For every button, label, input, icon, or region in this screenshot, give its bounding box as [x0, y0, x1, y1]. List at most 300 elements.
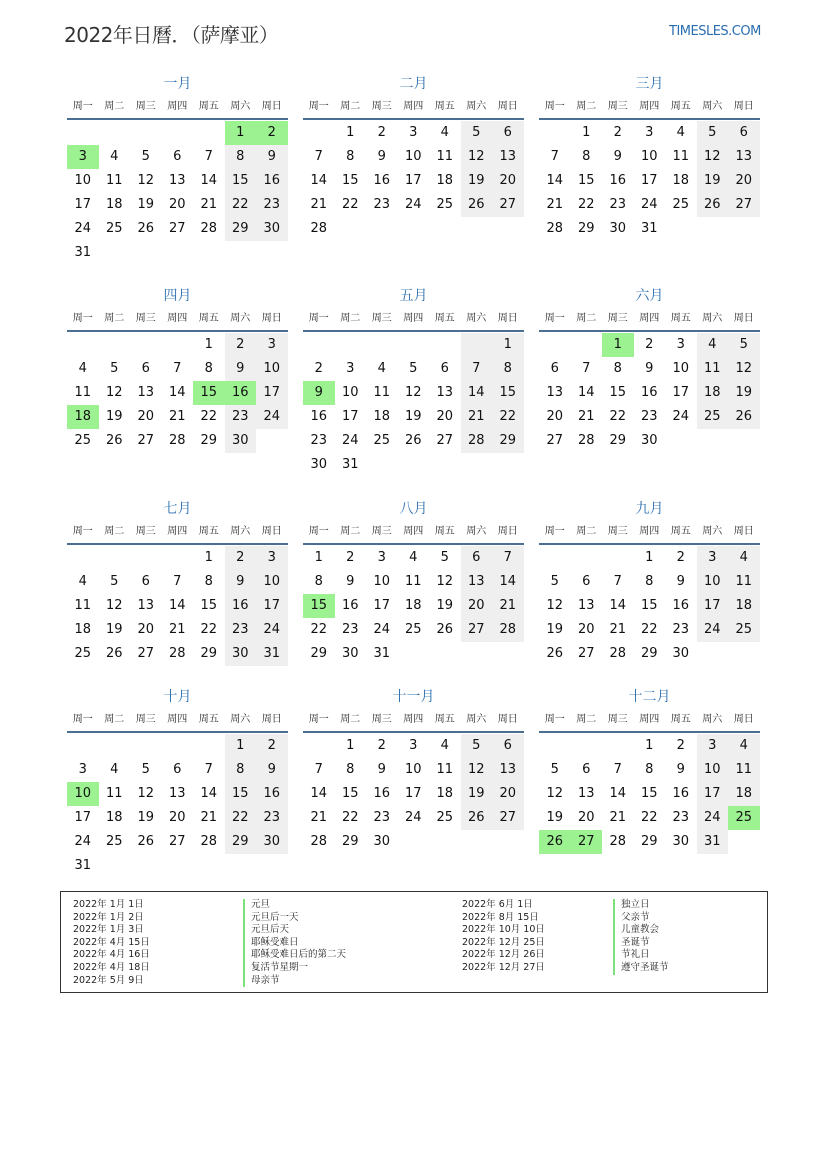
holiday-day-cell: 9 [303, 381, 335, 405]
empty-day-cell [398, 333, 430, 357]
day-cell: 13 [577, 786, 595, 801]
holiday-name: 耶稣受难日后的第二天 [243, 949, 346, 962]
day-cell: 27 [137, 433, 155, 448]
day-cell: 8 [492, 357, 524, 381]
weekday-label: 周六 [230, 526, 251, 537]
holiday-date: 2022年 10月 10日 [462, 924, 545, 936]
day-cell: 27 [168, 221, 186, 236]
holiday-date: 2022年 4月 16日 [73, 949, 150, 961]
weekday-label: 周五 [198, 101, 219, 112]
days-grid [303, 121, 524, 241]
day-cell: 9 [613, 149, 622, 164]
day-cell: 8 [613, 361, 622, 376]
day-cell: 30 [225, 429, 257, 453]
holiday-day-cell: 2 [256, 121, 288, 145]
day-cell: 14 [168, 598, 186, 613]
day-cell: 28 [492, 618, 524, 642]
weekday-label: 周六 [466, 714, 487, 725]
day-cell: 31 [74, 858, 92, 873]
day-cell: 12 [105, 598, 123, 613]
weekday-label: 周二 [576, 101, 597, 112]
weekday-label: 周二 [576, 714, 597, 725]
day-cell: 28 [546, 221, 564, 236]
day-cell: 7 [582, 361, 591, 376]
day-cell: 2 [613, 125, 622, 140]
empty-day-cell [602, 546, 634, 570]
holiday-date: 2022年 5月 9日 [73, 974, 144, 986]
day-cell: 23 [341, 622, 359, 637]
weekday-label: 周五 [670, 526, 691, 537]
day-cell: 3 [645, 125, 654, 140]
day-cell: 23 [256, 193, 288, 217]
empty-day-cell [335, 217, 367, 241]
weekday-header [539, 96, 760, 120]
weekday-label: 周二 [340, 313, 361, 324]
weekday-label: 周三 [371, 714, 392, 725]
day-cell: 29 [609, 433, 627, 448]
day-cell: 28 [461, 429, 493, 453]
empty-day-cell [461, 217, 493, 241]
day-cell: 18 [373, 409, 391, 424]
day-cell: 2 [645, 337, 654, 352]
day-cell: 14 [200, 786, 218, 801]
empty-day-cell [99, 333, 131, 357]
empty-day-cell [303, 734, 335, 758]
day-cell: 16 [672, 786, 690, 801]
day-cell: 10 [373, 574, 391, 589]
day-cell: 16 [341, 598, 359, 613]
day-cell: 22 [225, 193, 257, 217]
empty-day-cell [665, 217, 697, 241]
empty-day-cell [162, 121, 194, 145]
days-grid [303, 734, 524, 854]
day-cell: 21 [461, 405, 493, 429]
day-cell: 21 [168, 409, 186, 424]
day-cell: 16 [310, 409, 328, 424]
day-cell: 4 [377, 361, 386, 376]
day-cell: 19 [137, 197, 155, 212]
empty-day-cell [571, 546, 603, 570]
empty-day-cell [571, 734, 603, 758]
day-cell: 16 [373, 173, 391, 188]
day-cell: 23 [373, 197, 391, 212]
empty-day-cell [697, 429, 729, 453]
month-block [67, 284, 288, 453]
day-cell: 24 [697, 618, 729, 642]
day-cell: 1 [492, 333, 524, 357]
day-cell: 16 [672, 598, 690, 613]
empty-day-cell [99, 241, 131, 265]
weekday-label: 周四 [639, 526, 660, 537]
day-cell: 3 [697, 734, 729, 758]
holiday-names-left [243, 899, 346, 987]
day-cell: 10 [404, 762, 422, 777]
month-name: 十二月 [628, 689, 671, 705]
weekday-label: 周一 [308, 714, 329, 725]
day-cell: 14 [310, 173, 328, 188]
days-grid [539, 546, 760, 666]
day-cell: 9 [225, 570, 257, 594]
day-cell: 8 [346, 149, 355, 164]
empty-day-cell [193, 854, 225, 878]
day-cell: 23 [609, 197, 627, 212]
day-cell: 21 [168, 622, 186, 637]
holiday-names-right [613, 899, 669, 975]
day-cell: 3 [697, 546, 729, 570]
holiday-day-cell: 3 [67, 145, 99, 169]
empty-day-cell [193, 121, 225, 145]
holiday-name: 复活节星期一 [243, 962, 346, 975]
weekday-label: 周五 [198, 313, 219, 324]
day-cell: 24 [404, 197, 422, 212]
weekday-label: 周一 [544, 101, 565, 112]
day-cell: 9 [676, 762, 685, 777]
day-cell: 8 [346, 762, 355, 777]
days-grid [303, 546, 524, 666]
day-cell: 12 [546, 598, 564, 613]
day-cell: 20 [168, 197, 186, 212]
holiday-date: 2022年 4月 15日 [73, 936, 150, 948]
day-cell: 27 [461, 618, 493, 642]
day-cell: 15 [225, 782, 257, 806]
day-cell: 12 [137, 173, 155, 188]
weekday-label: 周二 [104, 526, 125, 537]
empty-day-cell [256, 854, 288, 878]
weekday-label: 周五 [198, 526, 219, 537]
day-cell: 5 [141, 762, 150, 777]
day-cell: 16 [640, 385, 658, 400]
day-cell: 6 [550, 361, 559, 376]
day-cell: 21 [492, 594, 524, 618]
month-name: 六月 [635, 288, 664, 304]
day-cell: 24 [256, 405, 288, 429]
day-cell: 15 [200, 598, 218, 613]
holiday-name: 独立日 [613, 899, 669, 912]
day-cell: 13 [728, 145, 760, 169]
empty-day-cell [492, 453, 524, 477]
day-cell: 25 [404, 622, 422, 637]
day-cell: 19 [404, 409, 422, 424]
weekday-label: 周四 [639, 101, 660, 112]
empty-day-cell [67, 546, 99, 570]
month-name: 五月 [399, 288, 428, 304]
day-cell: 7 [204, 762, 213, 777]
day-cell: 13 [492, 758, 524, 782]
weekday-label: 周日 [261, 526, 282, 537]
day-cell: 3 [377, 550, 386, 565]
day-cell: 23 [256, 806, 288, 830]
holiday-name: 元旦 [243, 899, 346, 912]
month-block [67, 497, 288, 666]
day-cell: 29 [640, 646, 658, 661]
day-cell: 17 [74, 197, 92, 212]
day-cell: 31 [74, 245, 92, 260]
day-cell: 6 [461, 546, 493, 570]
day-cell: 30 [310, 457, 328, 472]
day-cell: 11 [105, 786, 123, 801]
day-cell: 19 [728, 381, 760, 405]
empty-day-cell [429, 642, 461, 666]
weekday-header [303, 521, 524, 545]
weekday-label: 周四 [403, 526, 424, 537]
weekday-label: 周五 [670, 313, 691, 324]
empty-day-cell [162, 734, 194, 758]
day-cell: 22 [492, 405, 524, 429]
month-block [303, 284, 524, 477]
day-cell: 27 [577, 646, 595, 661]
weekday-label: 周五 [434, 714, 455, 725]
day-cell: 18 [105, 197, 123, 212]
empty-day-cell [398, 642, 430, 666]
day-cell: 6 [173, 149, 182, 164]
day-cell: 24 [74, 221, 92, 236]
day-cell: 12 [461, 145, 493, 169]
empty-day-cell [366, 217, 398, 241]
day-cell: 10 [256, 357, 288, 381]
weekday-label: 周二 [340, 101, 361, 112]
day-cell: 15 [225, 169, 257, 193]
day-cell: 4 [440, 125, 449, 140]
empty-day-cell [429, 830, 461, 854]
day-cell: 28 [200, 834, 218, 849]
day-cell: 7 [314, 149, 323, 164]
day-cell: 26 [105, 646, 123, 661]
month-block [67, 685, 288, 878]
weekday-label: 周三 [607, 714, 628, 725]
weekday-label: 周二 [576, 526, 597, 537]
holiday-day-cell: 15 [193, 381, 225, 405]
weekday-label: 周日 [497, 714, 518, 725]
day-cell: 12 [461, 758, 493, 782]
day-cell: 20 [546, 409, 564, 424]
day-cell: 11 [697, 357, 729, 381]
day-cell: 21 [609, 810, 627, 825]
day-cell: 28 [310, 834, 328, 849]
day-cell: 25 [74, 433, 92, 448]
holiday-date: 2022年 4月 18日 [73, 961, 150, 973]
weekday-label: 周三 [135, 101, 156, 112]
month-name: 十一月 [392, 689, 435, 705]
day-cell: 4 [440, 738, 449, 753]
holiday-name: 耶稣受难日 [243, 937, 346, 950]
day-cell: 5 [461, 734, 493, 758]
weekday-header [303, 709, 524, 733]
day-cell: 29 [640, 834, 658, 849]
weekday-label: 周一 [544, 313, 565, 324]
empty-day-cell [728, 830, 760, 854]
day-cell: 15 [577, 173, 595, 188]
empty-day-cell [67, 121, 99, 145]
holiday-name: 母亲节 [243, 975, 346, 988]
empty-day-cell [492, 830, 524, 854]
day-cell: 17 [404, 173, 422, 188]
holiday-date: 2022年 1月 2日 [73, 911, 144, 923]
weekday-header [539, 308, 760, 332]
day-cell: 14 [200, 173, 218, 188]
day-cell: 30 [225, 642, 257, 666]
empty-day-cell [697, 642, 729, 666]
empty-day-cell [461, 333, 493, 357]
weekday-label: 周二 [340, 526, 361, 537]
weekday-header [67, 521, 288, 545]
day-cell: 9 [346, 574, 355, 589]
weekday-label: 周六 [702, 526, 723, 537]
day-cell: 4 [676, 125, 685, 140]
day-cell: 1 [346, 738, 355, 753]
weekday-header [303, 308, 524, 332]
weekday-label: 周一 [544, 526, 565, 537]
month-block [67, 72, 288, 265]
day-cell: 26 [697, 193, 729, 217]
day-cell: 13 [492, 145, 524, 169]
day-cell: 1 [204, 550, 213, 565]
empty-day-cell [429, 333, 461, 357]
day-cell: 26 [728, 405, 760, 429]
day-cell: 9 [377, 762, 386, 777]
day-cell: 28 [609, 646, 627, 661]
day-cell: 16 [256, 169, 288, 193]
day-cell: 31 [256, 642, 288, 666]
day-cell: 17 [341, 409, 359, 424]
day-cell: 16 [256, 782, 288, 806]
day-cell: 4 [110, 149, 119, 164]
day-cell: 30 [256, 830, 288, 854]
day-cell: 29 [225, 217, 257, 241]
empty-day-cell [539, 734, 571, 758]
day-cell: 16 [225, 594, 257, 618]
days-grid [67, 734, 288, 878]
day-cell: 15 [640, 786, 658, 801]
day-cell: 3 [346, 361, 355, 376]
day-cell: 25 [436, 197, 454, 212]
day-cell: 1 [645, 550, 654, 565]
day-cell: 13 [168, 786, 186, 801]
holiday-day-cell: 1 [225, 121, 257, 145]
weekday-label: 周一 [72, 526, 93, 537]
day-cell: 27 [728, 193, 760, 217]
weekday-header [67, 96, 288, 120]
weekday-label: 周四 [639, 714, 660, 725]
day-cell: 29 [200, 646, 218, 661]
weekday-label: 周一 [308, 313, 329, 324]
day-cell: 23 [672, 810, 690, 825]
day-cell: 31 [697, 830, 729, 854]
day-cell: 24 [697, 806, 729, 830]
day-cell: 23 [310, 433, 328, 448]
day-cell: 24 [672, 409, 690, 424]
empty-day-cell [162, 241, 194, 265]
day-cell: 24 [256, 618, 288, 642]
day-cell: 22 [640, 810, 658, 825]
weekday-label: 周二 [340, 714, 361, 725]
weekday-label: 周四 [167, 526, 188, 537]
day-cell: 22 [310, 622, 328, 637]
day-cell: 24 [373, 622, 391, 637]
day-cell: 22 [577, 197, 595, 212]
empty-day-cell [303, 121, 335, 145]
weekday-label: 周六 [702, 313, 723, 324]
empty-day-cell [130, 241, 162, 265]
weekday-label: 周日 [733, 714, 754, 725]
day-cell: 21 [310, 810, 328, 825]
empty-day-cell [225, 854, 257, 878]
empty-day-cell [303, 333, 335, 357]
site-name[interactable]: TIMESLES.COM [669, 24, 761, 39]
day-cell: 10 [672, 361, 690, 376]
day-cell: 4 [78, 574, 87, 589]
day-cell: 2 [225, 333, 257, 357]
weekday-label: 周五 [434, 526, 455, 537]
day-cell: 17 [404, 786, 422, 801]
day-cell: 21 [200, 810, 218, 825]
day-cell: 25 [105, 834, 123, 849]
empty-day-cell [130, 121, 162, 145]
weekday-label: 周日 [497, 526, 518, 537]
weekday-label: 周一 [308, 101, 329, 112]
day-cell: 19 [546, 622, 564, 637]
day-cell: 7 [173, 361, 182, 376]
day-cell: 31 [373, 646, 391, 661]
month-name: 一月 [163, 76, 192, 92]
holiday-day-cell: 1 [602, 333, 634, 357]
day-cell: 11 [728, 758, 760, 782]
day-cell: 16 [609, 173, 627, 188]
days-grid [539, 333, 760, 453]
day-cell: 10 [404, 149, 422, 164]
day-cell: 26 [461, 806, 493, 830]
day-cell: 12 [728, 357, 760, 381]
weekday-label: 周六 [230, 313, 251, 324]
holiday-day-cell: 16 [225, 381, 257, 405]
weekday-label: 周六 [466, 526, 487, 537]
holiday-date: 2022年 6月 1日 [462, 899, 533, 910]
day-cell: 20 [577, 622, 595, 637]
empty-day-cell [99, 734, 131, 758]
day-cell: 24 [404, 810, 422, 825]
day-cell: 8 [225, 145, 257, 169]
weekday-label: 周日 [733, 526, 754, 537]
day-cell: 18 [672, 173, 690, 188]
weekday-label: 周三 [135, 313, 156, 324]
day-cell: 7 [492, 546, 524, 570]
day-cell: 10 [341, 385, 359, 400]
weekday-label: 周日 [733, 313, 754, 324]
day-cell: 30 [672, 834, 690, 849]
day-cell: 19 [105, 409, 123, 424]
day-cell: 21 [609, 622, 627, 637]
day-cell: 4 [728, 734, 760, 758]
day-cell: 29 [310, 646, 328, 661]
days-grid [67, 121, 288, 265]
month-block [303, 685, 524, 854]
holiday-name: 圣诞节 [613, 937, 669, 950]
day-cell: 12 [436, 574, 454, 589]
day-cell: 11 [74, 385, 92, 400]
day-cell: 10 [697, 570, 729, 594]
weekday-label: 周二 [576, 313, 597, 324]
weekday-label: 周日 [261, 714, 282, 725]
weekday-label: 周三 [607, 101, 628, 112]
weekday-label: 周六 [702, 101, 723, 112]
empty-day-cell [398, 453, 430, 477]
day-cell: 21 [546, 197, 564, 212]
day-cell: 8 [645, 574, 654, 589]
day-cell: 18 [728, 782, 760, 806]
day-cell: 2 [346, 550, 355, 565]
day-cell: 15 [609, 385, 627, 400]
day-cell: 23 [225, 618, 257, 642]
day-cell: 12 [404, 385, 422, 400]
